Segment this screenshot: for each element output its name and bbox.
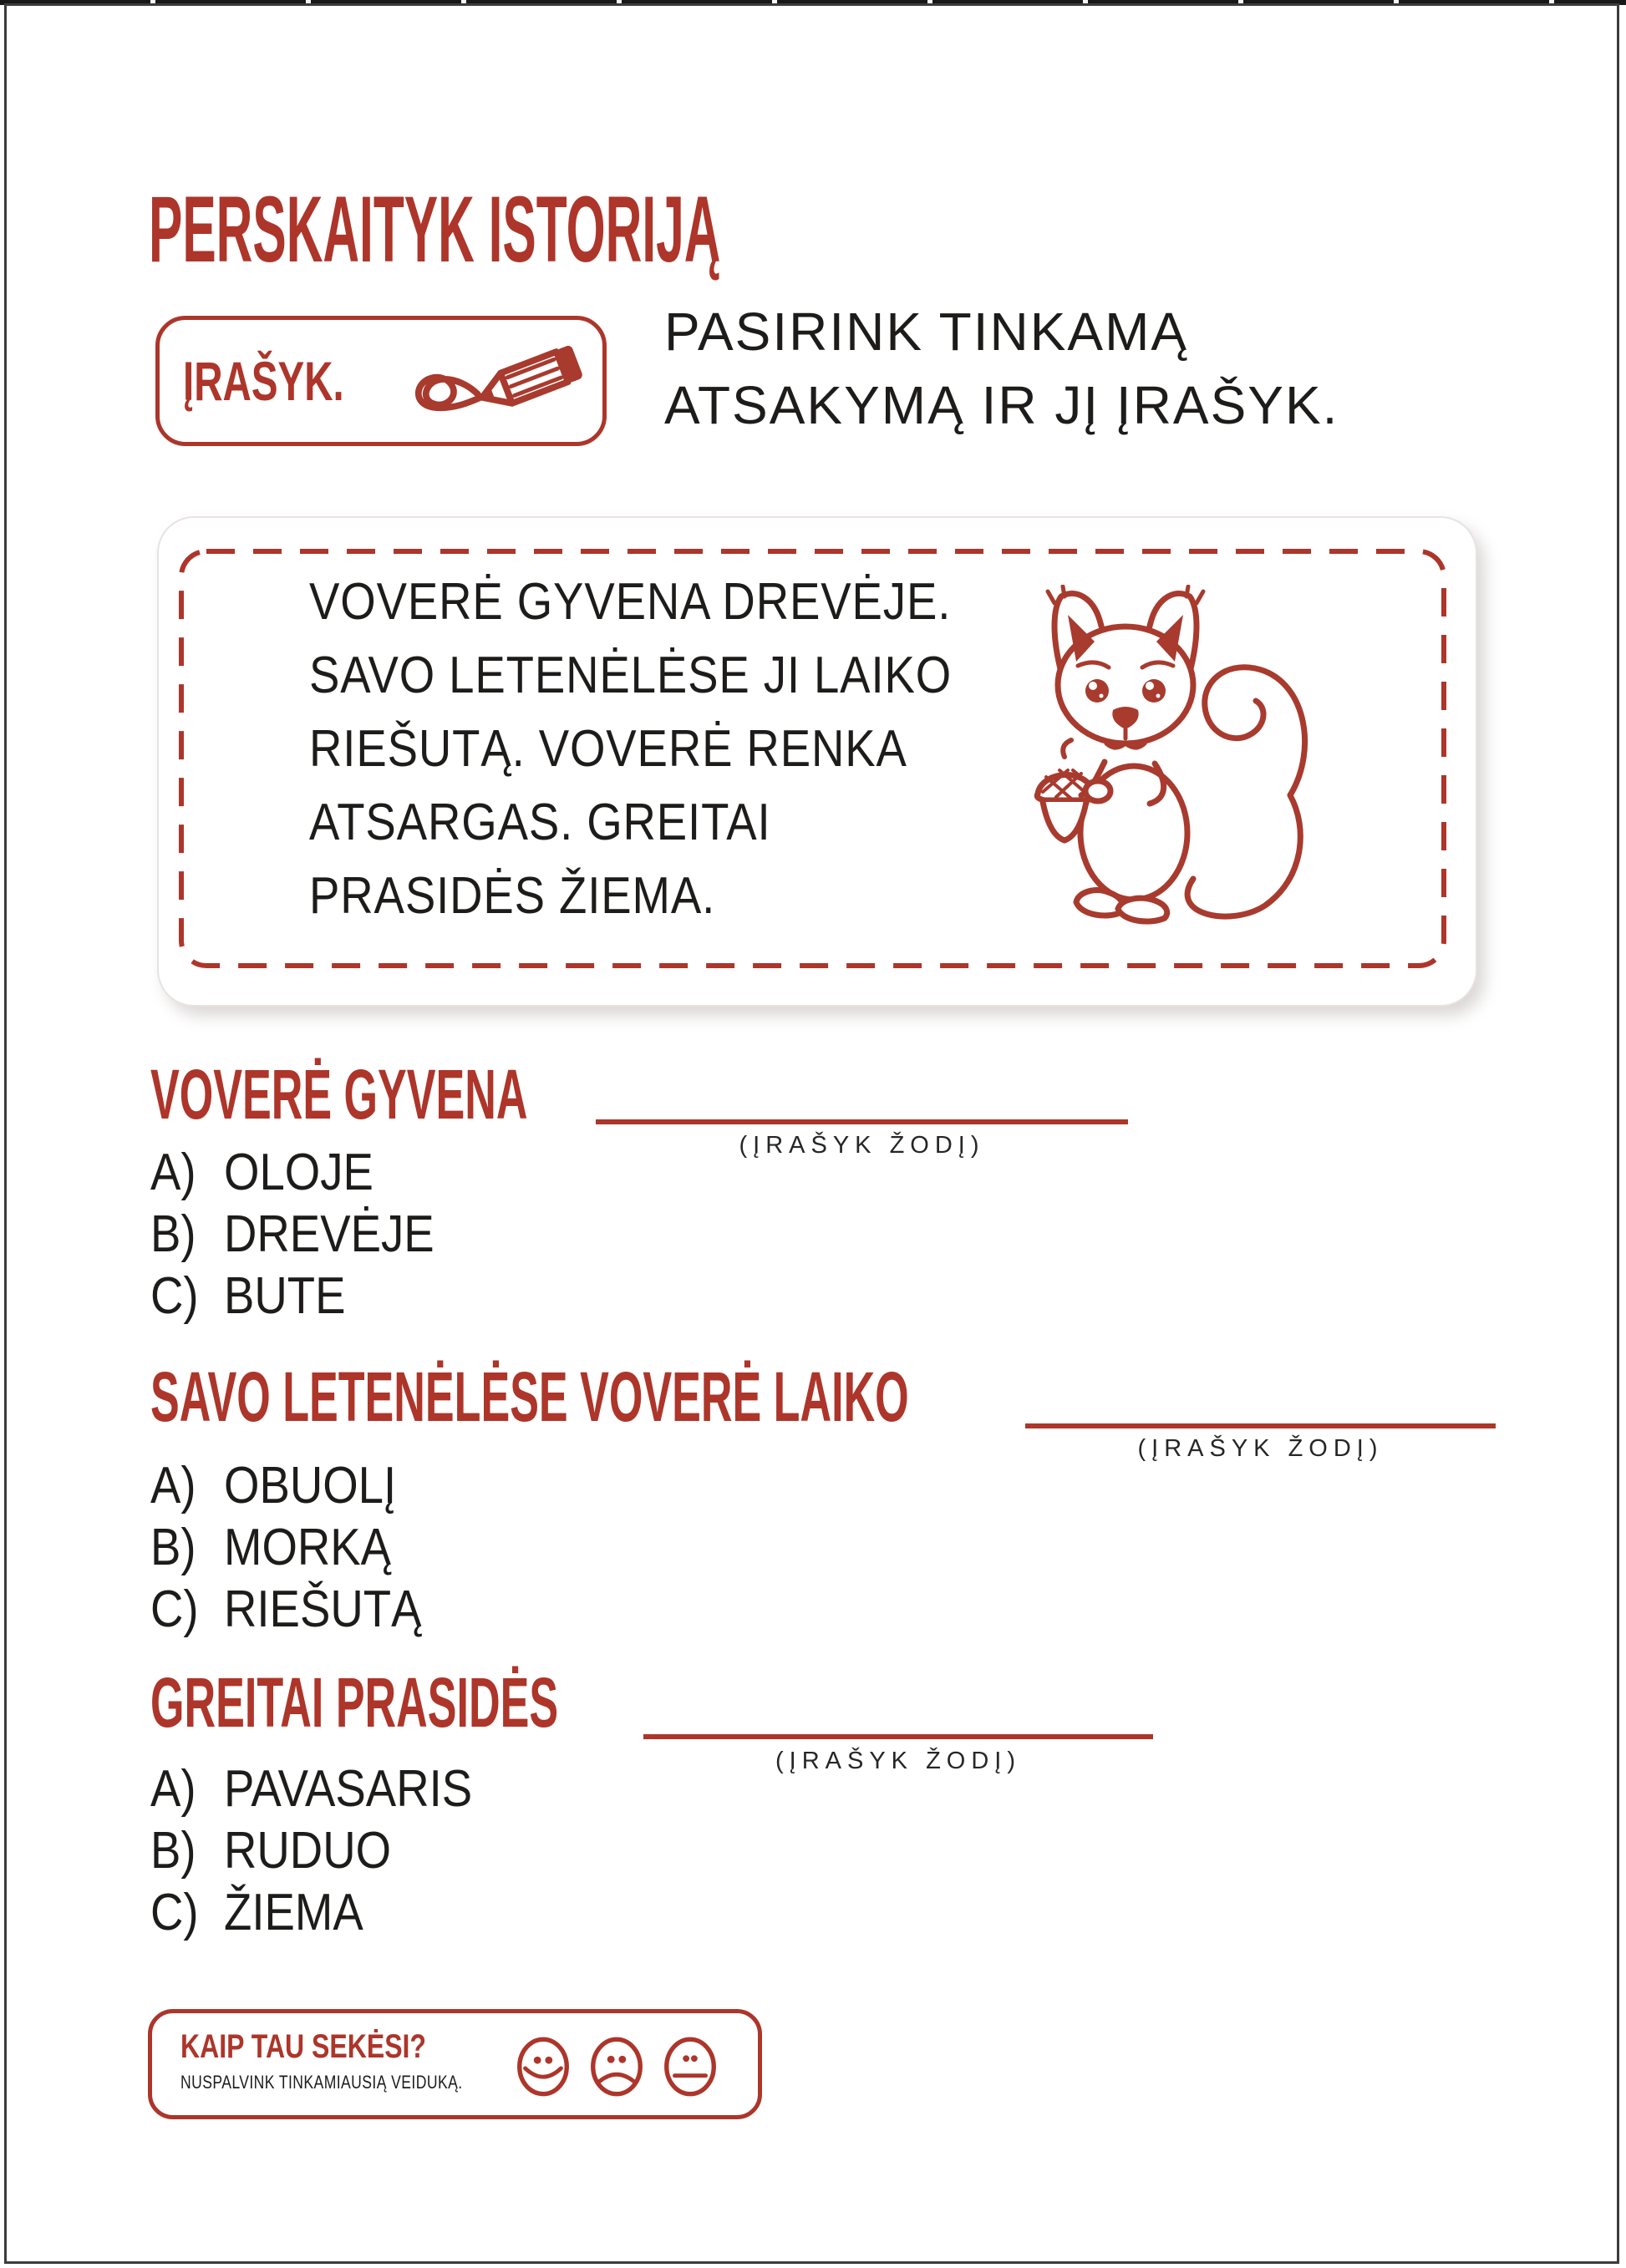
question-3-hint: (ĮRAŠYK ŽODĮ) [775,1748,1021,1774]
question-3-option-b [150,1820,472,1882]
option-letter: A) [150,1760,196,1818]
instruction-line-1: PASIRINK TINKAMĄ [664,302,1189,362]
question-2-answer-blank[interactable] [1025,1423,1496,1428]
story-line: SAVO LETENĖLĖSE JI LAIKO [309,647,953,704]
pencil-scribble-icon [350,320,601,445]
option-letter: B) [150,1822,196,1880]
question-1-option-c [150,1266,434,1327]
question-2-prompt: SAVO LETENĖLĖSE VOVERĖ LAIKO [150,1357,909,1436]
question-3-options [150,1758,472,1944]
option-text: OLOJE [224,1144,373,1201]
story-text [309,566,952,933]
option-text: RIEŠUTĄ [224,1580,422,1638]
question-3-answer-blank[interactable] [643,1734,1153,1739]
feedback-title: KAIP TAU SEKĖSI? [180,2028,426,2065]
option-letter: A) [150,1457,196,1515]
story-line: PRASIDĖS ŽIEMA. [309,867,716,925]
neutral-face-icon[interactable] [661,2035,719,2098]
question-2-option-b [150,1517,421,1579]
option-text: MORKĄ [224,1519,392,1576]
question-1-option-b [150,1204,434,1266]
question-3-option-a [150,1758,472,1820]
happy-face-icon[interactable] [514,2035,572,2098]
option-letter: C) [150,1580,199,1638]
option-text: RUDUO [224,1822,392,1880]
story-card [157,516,1477,1007]
option-letter: C) [150,1884,199,1941]
instruction-line-2: ATSAKYMĄ IR JĮ ĮRAŠYK. [664,375,1339,435]
option-text: ŽIEMA [224,1884,363,1941]
story-line: VOVERĖ GYVENA DREVĖJE. [309,573,952,631]
task-box [155,316,607,446]
option-letter: A) [150,1144,196,1201]
question-2-hint: (ĮRAŠYK ŽODĮ) [1137,1435,1384,1462]
question-1-hint: (ĮRAŠYK ŽODĮ) [739,1132,985,1159]
question-2-options [150,1455,421,1641]
task-box-label: ĮRAŠYK. [183,350,344,412]
option-letter: C) [150,1267,199,1325]
option-text: OBUOLĮ [224,1457,397,1515]
story-line: RIEŠUTĄ. VOVERĖ RENKA [309,720,907,778]
option-text: BUTE [224,1267,346,1325]
option-letter: B) [150,1519,196,1576]
question-2-option-c [150,1579,421,1641]
feedback-subtitle: NUSPALVINK TINKAMIAUSIĄ VEIDUKĄ. [180,2072,463,2093]
question-3-prompt: GREITAI PRASIDĖS [150,1663,559,1742]
question-1-options [150,1142,434,1327]
feedback-box [148,2009,762,2119]
squirrel-with-acorn-illustration [1028,585,1320,931]
page-top-scan-strip [0,0,1626,5]
option-text: DREVĖJE [224,1205,434,1263]
question-2-option-a [150,1455,421,1517]
page-title: PERSKAITYK ISTORIJĄ [149,177,721,282]
story-line: ATSARGAS. GREITAI [309,794,771,851]
option-text: PAVASARIS [224,1760,473,1818]
sad-face-icon[interactable] [587,2035,646,2098]
question-1-answer-blank[interactable] [596,1119,1128,1124]
question-1-option-a [150,1142,434,1204]
instruction-text [664,295,1339,442]
question-1-prompt: VOVERĖ GYVENA [150,1055,528,1134]
option-letter: B) [150,1205,196,1263]
question-3-option-c [150,1882,472,1944]
